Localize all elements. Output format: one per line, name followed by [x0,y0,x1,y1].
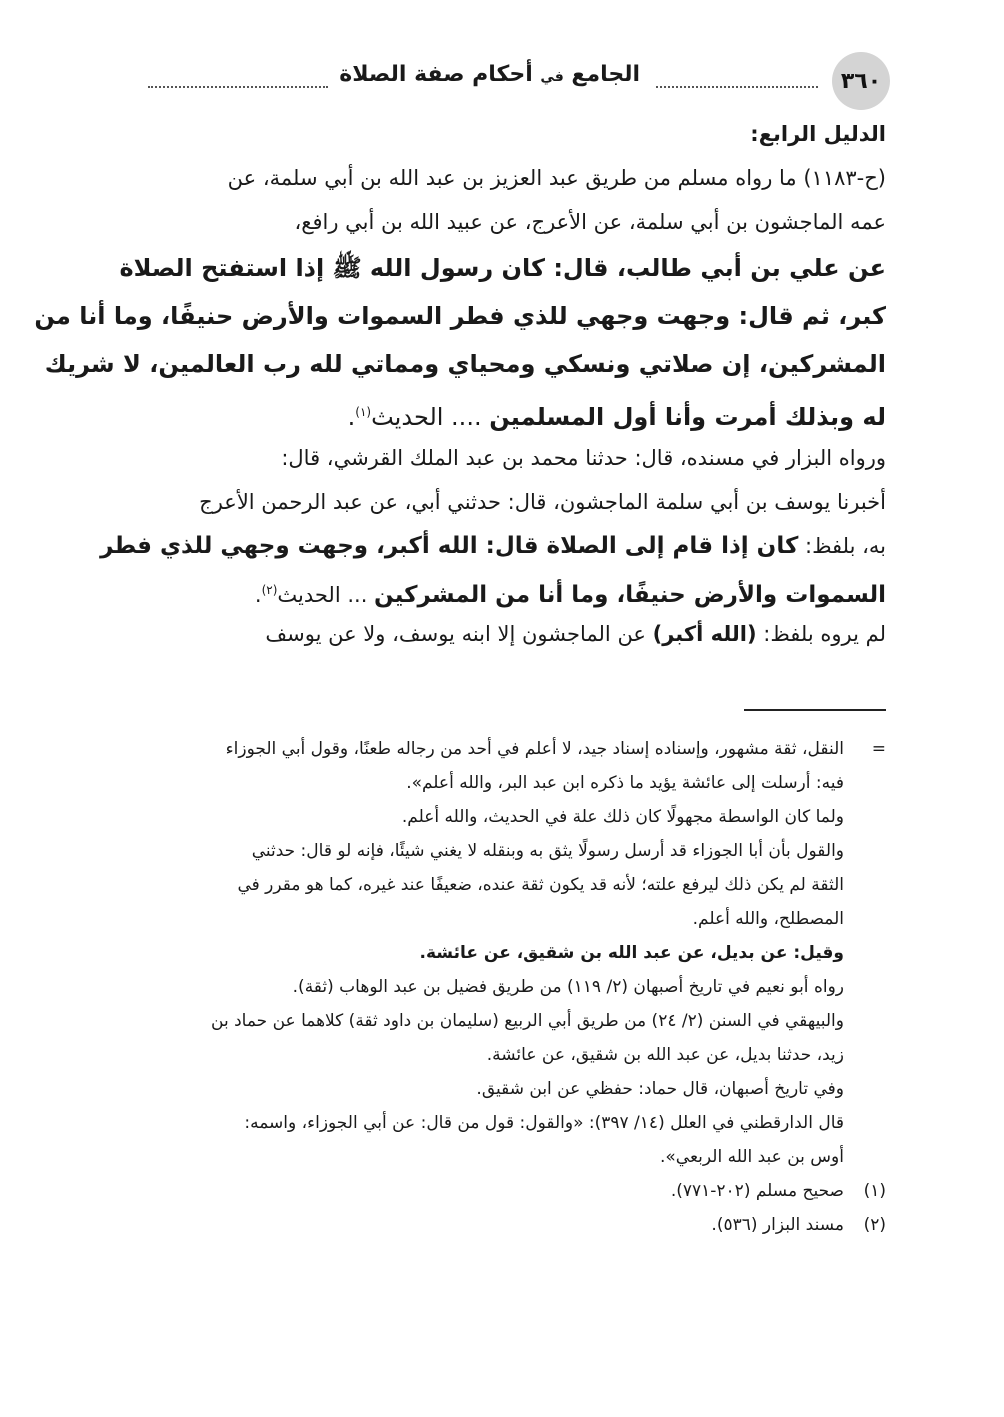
title-rest: أحكام صفة الصلاة [339,62,533,87]
text-line [145,612,886,656]
running-title [339,62,640,87]
text-line: عمه الماجشون بن أبي سلمة، عن الأعرج، عن عبيد الله بن أبي رافع، [294,210,886,234]
hadith-tail: .... الحديث [371,403,490,431]
page-header [140,44,890,106]
footnote-line: والقول بأن أبا الجوزاء قد أرسل رسولًا يثق به وبنقله لا يغني شيئًا، فإنه لو قال: حدثني [251,841,844,861]
text-tail: عن الماجشون إلا ابنه يوسف، ولا عن يوسف [265,622,653,646]
footnote-text: صحيح مسلم (٢٠٢-٧٧١). [670,1181,844,1201]
footnote-line: وقيل: عن بديل، عن عبد الله بن شقيق، عن عائشة. [419,943,844,963]
footnote-line: وفي تاريخ أصبهان، قال حماد: حفظي عن ابن شقيق. [476,1079,844,1099]
hadith-line: عن علي بن أبي طالب، قال: كان رسول الله ﷺ إذا استفتح الصلاة [119,254,886,282]
footnote-line: ولما كان الواسطة مجهولًا كان ذلك علة في الحديث، والله أعلم. [401,807,844,827]
footnote-number: (١) [863,1181,886,1201]
continuation-mark: = [871,739,886,759]
footnote-line: والبيهقي في السنن (٢/ ٢٤) من طريق أبي الربيع (سليمان بن داود ثقة) كلاهما عن حماد بن [211,1011,844,1031]
header-divider-left [148,86,328,88]
hadith-text: كان إذا قام إلى الصلاة قال: الله أكبر، وجهت وجهي للذي فطر [100,533,799,559]
main-text [34,112,886,656]
footnote-ref: (١) [355,405,372,419]
footnote-line: الثقة لم يكن ذلك ليرفع علته؛ لأنه قد يكون ثقة عنده، ضعيفًا عند غيره، كما هو مقرر في [237,875,844,895]
title-fi: في [540,69,564,85]
footnote-ref: (٢) [261,583,278,597]
text-line: ورواه البزار في مسنده، قال: حدثنا محمد بن عبد الملك القرشي، قال: [281,446,886,470]
section-heading: الدليل الرابع: [750,122,886,146]
hadith-text: له وبذلك أمرت وأنا أول المسلمين [489,403,886,431]
footnote-line: قال الدارقطني في العلل (١٤/ ٣٩٧): «والقول: قول من قال: عن أبي الجوزاء، واسمه: [244,1113,844,1133]
text-lead: لم يروه بلفظ: [756,622,886,646]
hadith-line: المشركين، إن صلاتي ونسكي ومحياي ومماتي لله رب العالمين، لا شريك [44,350,886,378]
footnote-line: المصطلح، والله أعلم. [692,909,844,929]
footnote-line [145,732,886,766]
title-main: الجامع [571,62,640,87]
hadith-line: له وبذلك أمرت وأنا أول المسلمين .... الحديث$^{(١)}$. [347,403,886,431]
footnote-line: أوس بن عبد الله الربعي». [659,1147,844,1167]
footnote-line: زيد، حدثنا بديل، عن عبد الله بن شقيق، عن عائشة. [486,1045,844,1065]
footnote-text: النقل، ثقة مشهور، وإسناده إسناد جيد، لا أعلم في أحد من رجاله طعنًا، وقول أبي الجوزاء [225,739,844,759]
footnote-text: مسند البزار (٥٣٦). [711,1215,844,1235]
hadith-line: كبر، ثم قال: وجهت وجهي للذي فطر السموات والأرض حنيفًا، وما أنا من [34,302,886,330]
text-line: السموات والأرض حنيفًا، وما أنا من المشركين ... الحديث$^{(٢)}$. [254,582,886,608]
text-line: (ح-١١٨٣) ما رواه مسلم من طريق عبد العزيز بن عبد الله بن أبي سلمة، عن [227,166,886,190]
hadith-text: السموات والأرض حنيفًا، وما أنا من المشركين [374,582,886,608]
header-divider-right [656,86,818,88]
footnote-line: فيه: أرسلت إلى عائشة يؤيد ما ذكره ابن عبد البر، والله أعلم». [406,773,844,793]
text-line [100,524,886,568]
page-number: ٣٦٠ [832,52,890,110]
footnote-line: رواه أبو نعيم في تاريخ أصبهان (٢/ ١١٩) من طريق فضيل بن عبد الوهاب (ثقة). [292,977,844,997]
footnote-2 [145,1208,886,1242]
hadith-tail: ... الحديث [277,583,375,607]
quoted-phrase: (الله أكبر) [652,622,757,646]
footnotes [145,732,886,1242]
footnote-1 [145,1174,886,1208]
text-line: أخبرنا يوسف بن أبي سلمة الماجشون، قال: حدثني أبي، عن عبد الرحمن الأعرج [199,490,886,514]
text-lead: به، بلفظ: [798,534,886,558]
footnote-separator [744,709,886,711]
footnote-number: (٢) [863,1215,886,1235]
